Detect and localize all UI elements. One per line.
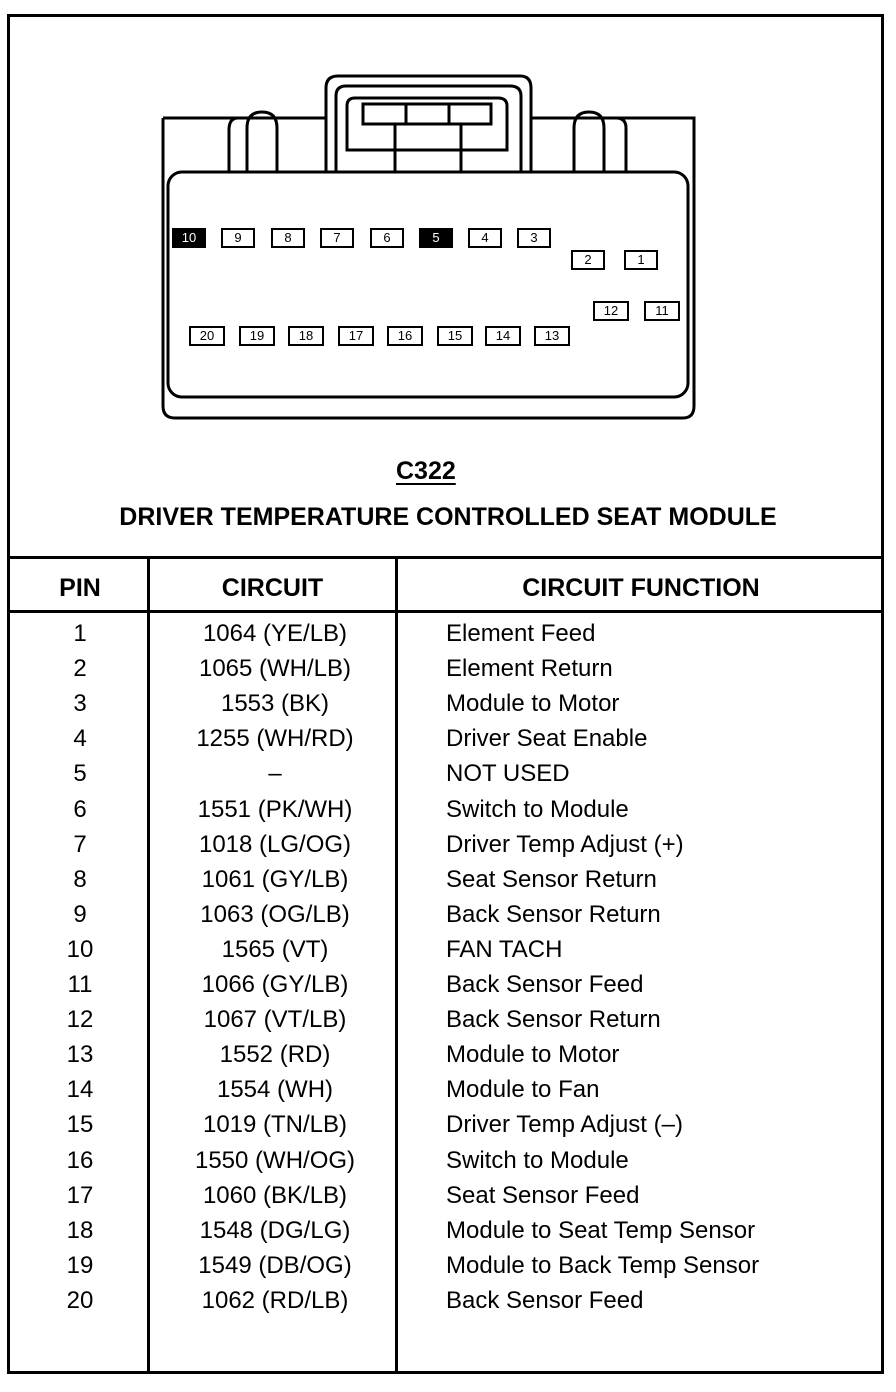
pin-cell: 1 xyxy=(73,620,87,647)
table-row xyxy=(0,901,896,936)
circuit-cell: 1552 (RD) xyxy=(219,1041,331,1069)
pin-cell: 9 xyxy=(73,900,87,928)
circuit-cell: 1549 (DB/OG) xyxy=(198,1251,352,1279)
pin-1: 1 xyxy=(624,250,658,270)
pin-13: 13 xyxy=(534,326,570,346)
table-row xyxy=(0,866,896,901)
pin-11: 11 xyxy=(644,301,680,321)
table-row xyxy=(0,655,896,690)
pin-cell: 6 xyxy=(73,795,87,823)
pin-cell: 7 xyxy=(73,830,87,858)
table-row xyxy=(0,1252,896,1287)
pin-cell: 12 xyxy=(66,1006,94,1034)
function-cell: Seat Sensor Feed xyxy=(446,1181,640,1209)
pin-cell: 4 xyxy=(73,725,87,753)
function-cell: Element Return xyxy=(446,655,613,683)
pin-14: 14 xyxy=(485,326,521,346)
table-row xyxy=(0,690,896,725)
table-row xyxy=(0,1217,896,1252)
pin-17: 17 xyxy=(338,326,374,346)
pin-cell: 18 xyxy=(66,1216,94,1244)
function-cell: FAN TACH xyxy=(446,935,563,963)
function-cell: Module to Motor xyxy=(446,690,620,718)
pin-15: 15 xyxy=(437,326,473,346)
circuit-cell: 1062 (RD/LB) xyxy=(201,1286,349,1314)
pin-8: 8 xyxy=(271,228,305,248)
table-row xyxy=(0,1147,896,1182)
table-row xyxy=(0,1041,896,1076)
table-row xyxy=(0,725,896,760)
circuit-cell: 1565 (VT) xyxy=(221,935,329,963)
pin-cell: 19 xyxy=(66,1251,94,1279)
pin-7: 7 xyxy=(320,228,354,248)
circuit-cell: 1061 (GY/LB) xyxy=(201,865,349,893)
pin-cell: 3 xyxy=(73,690,87,718)
function-cell: Back Sensor Return xyxy=(446,1006,661,1034)
header-circuit-function: CIRCUIT FUNCTION xyxy=(522,574,760,602)
circuit-cell: 1548 (DG/LG) xyxy=(199,1216,351,1244)
pin-3: 3 xyxy=(517,228,551,248)
pin-2: 2 xyxy=(571,250,605,270)
circuit-cell: 1019 (TN/LB) xyxy=(202,1111,348,1139)
table-row xyxy=(0,796,896,831)
circuit-cell: 1063 (OG/LB) xyxy=(200,900,350,928)
circuit-cell: 1064 (YE/LB) xyxy=(202,620,348,647)
function-cell: Module to Fan xyxy=(446,1076,600,1104)
pin-12: 12 xyxy=(593,301,629,321)
function-cell: Driver Temp Adjust (–) xyxy=(446,1111,683,1139)
circuit-cell: 1060 (BK/LB) xyxy=(202,1181,348,1209)
table-row xyxy=(0,1006,896,1041)
function-cell: Element Feed xyxy=(446,620,596,647)
table-row xyxy=(0,1287,896,1322)
table-row xyxy=(0,971,896,1006)
table-row xyxy=(0,620,896,655)
circuit-cell: 1067 (VT/LB) xyxy=(203,1006,347,1034)
header-pin: PIN xyxy=(59,574,101,602)
circuit-cell: 1018 (LG/OG) xyxy=(198,830,352,858)
function-cell: Seat Sensor Return xyxy=(446,865,657,893)
function-cell: NOT USED xyxy=(446,760,570,788)
circuit-cell: 1553 (BK) xyxy=(220,690,330,718)
table-row xyxy=(0,831,896,866)
circuit-cell: 1550 (WH/OG) xyxy=(194,1146,356,1174)
pin-19: 19 xyxy=(239,326,275,346)
pin-cell: 16 xyxy=(66,1146,94,1174)
pin-18: 18 xyxy=(288,326,324,346)
pin-cell: 10 xyxy=(66,935,94,963)
pin-cell: 11 xyxy=(67,971,93,998)
connector-id: C322 xyxy=(396,457,456,485)
pin-16: 16 xyxy=(387,326,423,346)
table-row xyxy=(0,1076,896,1111)
table-row xyxy=(0,760,896,795)
pin-cell: 2 xyxy=(73,655,87,683)
pin-20: 20 xyxy=(189,326,225,346)
pin-9: 9 xyxy=(221,228,255,248)
function-cell: Driver Seat Enable xyxy=(446,725,648,753)
header-circuit: CIRCUIT xyxy=(221,574,324,602)
pin-cell: 15 xyxy=(66,1111,94,1139)
pin-cell: 8 xyxy=(73,865,87,893)
pin-cell: 13 xyxy=(66,1041,94,1069)
table-header-rule xyxy=(10,610,884,613)
circuit-cell: 1255 (WH/RD) xyxy=(196,725,354,753)
function-cell: Back Sensor Feed xyxy=(446,1286,644,1314)
pin-cell: 5 xyxy=(73,760,87,788)
circuit-cell: 1065 (WH/LB) xyxy=(198,655,352,683)
function-cell: Module to Motor xyxy=(446,1041,620,1069)
function-cell: Back Sensor Return xyxy=(446,900,661,928)
pin-5: 5 xyxy=(419,228,453,248)
pin-cell: 17 xyxy=(66,1181,94,1209)
function-cell: Module to Seat Temp Sensor xyxy=(446,1216,756,1244)
pin-10: 10 xyxy=(172,228,206,248)
table-row xyxy=(0,936,896,971)
circuit-cell: 1066 (GY/LB) xyxy=(201,971,349,998)
function-cell: Module to Back Temp Sensor xyxy=(446,1251,760,1279)
pin-cell: 14 xyxy=(66,1076,94,1104)
table-row xyxy=(0,1182,896,1217)
table-top-rule xyxy=(10,556,884,559)
function-cell: Back Sensor Feed xyxy=(446,971,644,998)
pin-cell: 20 xyxy=(66,1286,94,1314)
function-cell: Driver Temp Adjust (+) xyxy=(446,830,684,858)
pin-4: 4 xyxy=(468,228,502,248)
connector-name: DRIVER TEMPERATURE CONTROLLED SEAT MODULE xyxy=(119,503,777,531)
circuit-cell: – xyxy=(268,760,282,788)
table-row xyxy=(0,1111,896,1146)
circuit-cell: 1551 (PK/WH) xyxy=(197,795,353,823)
pin-6: 6 xyxy=(370,228,404,248)
function-cell: Switch to Module xyxy=(446,1146,629,1174)
connector-diagram xyxy=(0,0,896,450)
circuit-cell: 1554 (WH) xyxy=(216,1076,334,1104)
function-cell: Switch to Module xyxy=(446,795,629,823)
